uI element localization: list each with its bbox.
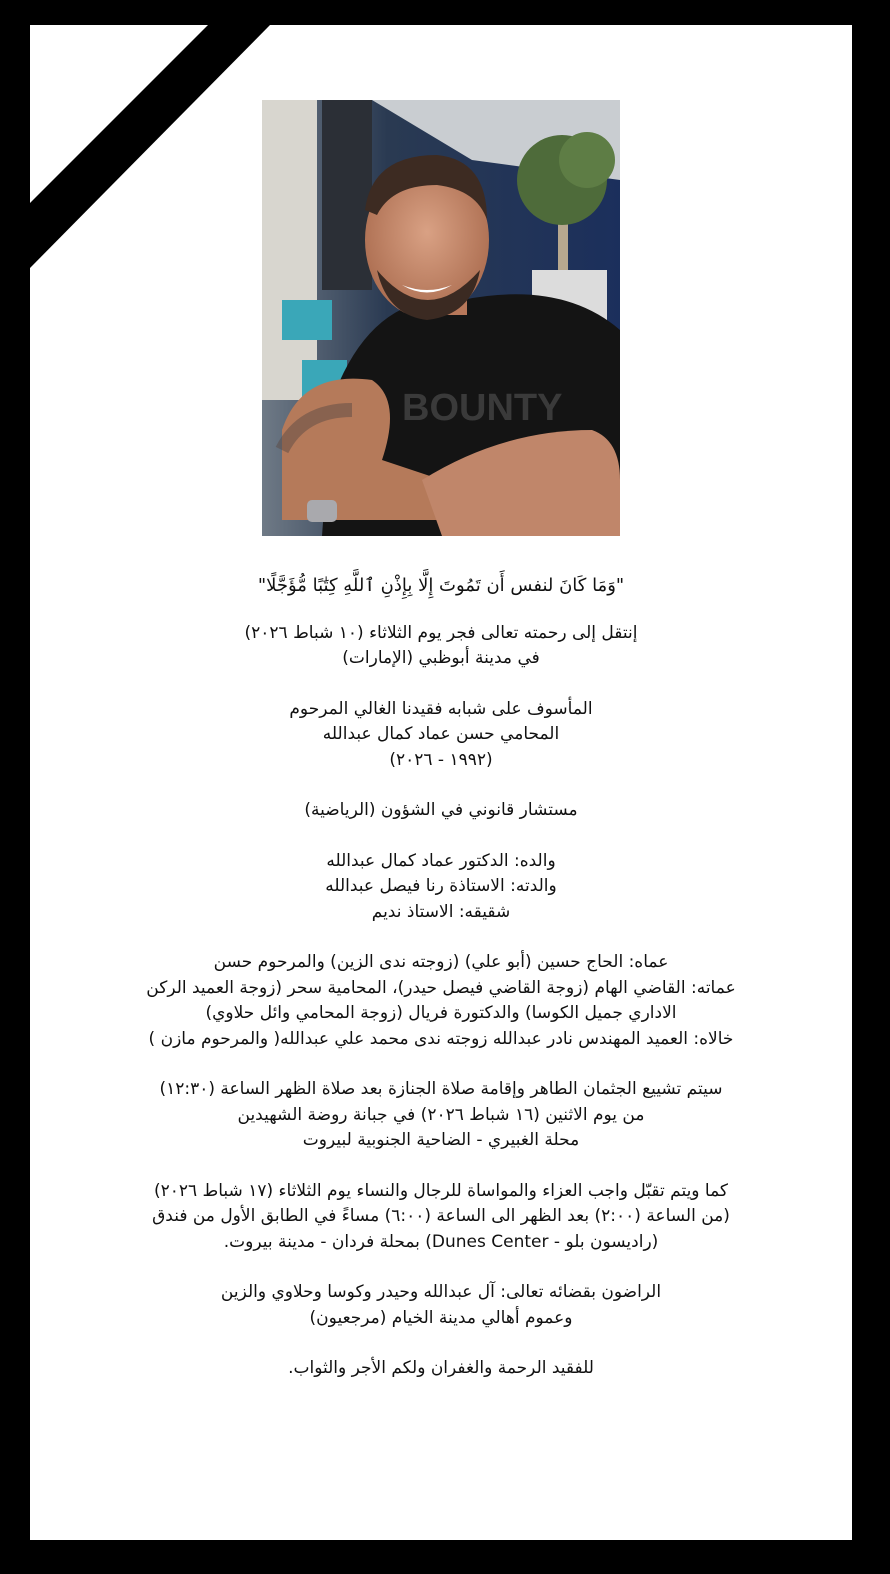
deceased-title: مستشار قانوني في الشؤون (الرياضية) (304, 800, 578, 820)
relatives-block (70, 950, 812, 1052)
death-notice (70, 621, 812, 672)
maternal-uncle-line: خالاه: العميد المهندس نادر عبدالله زوجته ندى محمد علي عبدالله( والمرحوم مازن ) (148, 1028, 734, 1049)
aunts-line: الاداري جميل الكوسا) والدكتورة فريال (زوجة المحامي وائل حلاوي) (205, 1003, 677, 1023)
mourners-line: وعموم أهالي مدينة الخيام (مرجعيون) (309, 1307, 573, 1328)
deceased-years: (١٩٩٢ - ٢٠٢٦) (389, 749, 493, 770)
mother-line: والدته: الاستاذة رنا فيصل عبدالله (325, 876, 557, 896)
condolences-line: كما ويتم تقبّل واجب العزاء والمواساة للرجال والنساء يوم الثلاثاء (١٧ شباط ٢٠٢٦) (153, 1180, 729, 1201)
uncles-line: عماه: الحاج حسين (أبو علي) (زوجته ندى الزين) والمرحوم حسن (213, 952, 669, 972)
svg-text:BOUNTY: BOUNTY (402, 387, 563, 429)
quran-verse: "وَمَا كَانَ لنفس أَن تَمُوتَ إِلَّا بِإِذْنِ ٱللَّهِ كِتَٰبًا مُّؤَجَّلًا" (257, 575, 625, 596)
aunts-line: عماته: القاضي الهام (زوجة القاضي فيصل حيدر)، المحامية سحر (زوجة العميد الركن (146, 977, 736, 998)
funeral-block (70, 1077, 812, 1154)
obituary-text (70, 573, 812, 1407)
condolences-line: (راديسون بلو - Dunes Center) بمحلة فردان - مدينة بيروت. (223, 1231, 659, 1252)
death-notice-line: في مدينة أبوظبي (الإمارات) (342, 648, 540, 668)
closing-line: للفقيد الرحمة والغفران ولكم الأجر والثواب. (288, 1358, 594, 1378)
deceased-name: المحامي حسن عماد كمال عبدالله (322, 724, 560, 744)
funeral-line: محلة الغبيري - الضاحية الجنوبية لبيروت (302, 1130, 580, 1150)
immediate-family (70, 849, 812, 926)
deceased-intro: المأسوف على شبابه فقيدنا الغالي المرحوم (289, 698, 593, 719)
mourners-line: الراضون بقضائه تعالى: آل عبدالله وحيدر وكوسا وحلاوي والزين (220, 1282, 662, 1302)
funeral-line: من يوم الاثنين (١٦ شباط ٢٠٢٦) في جبانة روضة الشهيدين (237, 1104, 645, 1125)
obituary-card (30, 25, 852, 1540)
funeral-line: سيتم تشييع الجثمان الطاهر وإقامة صلاة الجنازة بعد صلاة الظهر الساعة (١٢:٣٠) (159, 1079, 723, 1099)
father-line: والده: الدكتور عماد كمال عبدالله (326, 850, 556, 871)
portrait-photo (262, 100, 620, 536)
brother-line: شقيقه: الاستاذ نديم (371, 901, 511, 922)
death-notice-line: إنتقل إلى رحمته تعالى فجر يوم الثلاثاء (١٠ شباط ٢٠٢٦) (244, 622, 638, 643)
condolences-block (70, 1179, 812, 1256)
condolences-line: (من الساعة (٢:٠٠) بعد الظهر الى الساعة (٦:٠٠) مساءً في الطابق الأول من فندق (152, 1206, 730, 1226)
deceased-block (70, 697, 812, 774)
mourners-block (70, 1280, 812, 1331)
